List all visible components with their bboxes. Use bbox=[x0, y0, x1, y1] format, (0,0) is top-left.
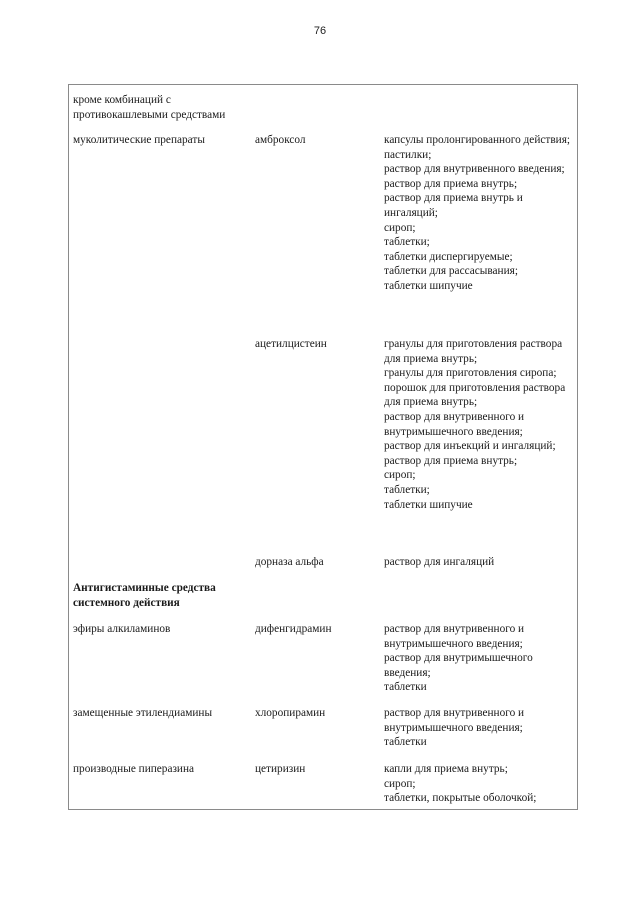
substance-cell: ацетилцистеин bbox=[255, 338, 327, 350]
dosage-forms-cell: раствор для внутривенного и внутримышечного введения; таблетки bbox=[384, 707, 525, 749]
dosage-forms-cell: раствор для внутривенного и внутримышечного введения; раствор для внутримышечного введения; таблетки bbox=[384, 623, 533, 694]
dosage-forms-cell: капли для приема внутрь; сироп; таблетки, покрытые оболочкой; bbox=[384, 763, 537, 805]
substance-cell: дорназа альфа bbox=[255, 556, 324, 568]
substance-cell: амброксол bbox=[255, 134, 306, 146]
substance-cell: цетиризин bbox=[255, 763, 306, 775]
drug-table bbox=[68, 84, 578, 810]
group-cell: муколитические препараты bbox=[73, 134, 205, 146]
substance-cell: дифенгидрамин bbox=[255, 623, 332, 635]
group-cell: кроме комбинаций с противокашлевыми средствами bbox=[73, 94, 226, 121]
dosage-forms-cell: гранулы для приготовления раствора для приема внутрь; гранулы для приготовления сиропа; порошок для приготовления раствора для приема внутрь; раствор для внутривенного и внутримышечного введения; раствор для инъекций и ингаляций; раствор для приема внутрь; сироп; таблетки; таблетки шипучие bbox=[384, 338, 566, 511]
group-cell: эфиры алкиламинов bbox=[73, 623, 171, 635]
substance-cell: хлоропирамин bbox=[255, 707, 326, 719]
group-cell: производные пиперазина bbox=[73, 763, 195, 775]
page-number: 76 bbox=[313, 25, 327, 37]
section-heading: Антигистаминные средства системного действия bbox=[73, 582, 216, 609]
group-cell: замещенные этилендиамины bbox=[73, 707, 213, 719]
dosage-forms-cell: капсулы пролонгированного действия; пастилки; раствор для внутривенного введения; раствор для приема внутрь; раствор для приема внутрь и ингаляций; сироп; таблетки; таблетки диспергируемые; таблетки для рассасывания; таблетки шипучие bbox=[384, 134, 571, 292]
dosage-forms-cell: раствор для ингаляций bbox=[384, 556, 495, 568]
